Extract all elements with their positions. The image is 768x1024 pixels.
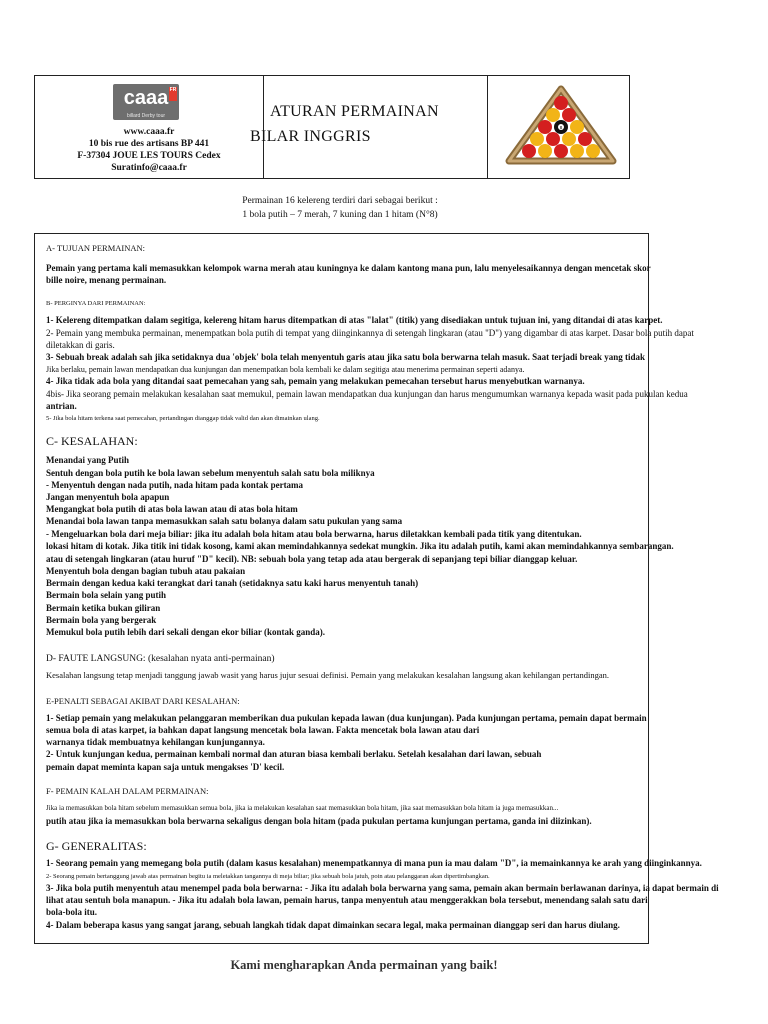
- rule-line: Memukul bola putih lebih dari sekali dengan ekor biliar (kontak ganda).: [46, 627, 325, 637]
- rule-line: Menandai yang Putih: [46, 455, 130, 465]
- address-block: [35, 126, 263, 174]
- rule-line: 2- Pemain yang membuka permainan, menempatkan bola putih di tempat yang diinginkannya di setengah lingkaran (atau "D") yang digambar di atas karpet. Dasar bola putih dapat: [46, 328, 694, 338]
- rule-line: 5- Jika bola hitam terkena saat pemecahan, pertandingan dianggap tidak valid dan akan dimainkan ulang.: [46, 415, 320, 422]
- rule-line: 1- Kelereng ditempatkan dalam segitiga, kelereng hitam harus ditempatkan di atas "lalat" (titik) yang disediakan untuk tujuan ini, yang ditandai di atas karpet.: [46, 315, 663, 325]
- street: 10 bis rue des artisans BP 441: [88, 139, 210, 149]
- rack-ball-number: 8: [559, 125, 563, 130]
- rule-line: Pemain yang pertama kali memasukkan kelompok warna merah atau kuningnya ke dalam kantong mana pun, lalu menyelesaikannya dengan mencetak skor: [46, 263, 651, 273]
- rule-line: bille noire, menang permainan.: [46, 275, 167, 285]
- rule-line: Jika berlaku, pemain lawan mendapatkan dua kunjungan dan menempatkan bola kembali ke dalam segitiga atau menerima permainan seperti adanya.: [46, 365, 525, 374]
- closing-message: Kami mengharapkan Anda permainan yang baik!: [230, 958, 498, 972]
- rule-line: 4- Jika tidak ada bola yang ditandai saat pemecahan yang sah, pemain yang melakukan pemecahan tersebut harus menyebutkan warnanya.: [46, 376, 585, 386]
- rule-line: 1- Setiap pemain yang melakukan pelanggaran memberikan dua pukulan kepada lawan (dua kunjungan). Pada kunjungan pertama, pemain dapat bermain: [46, 713, 647, 723]
- section-f-heading: F- PEMAIN KALAH DALAM PERMAINAN:: [46, 786, 209, 796]
- rule-line: semua bola di atas karpet, ia bahkan dapat langsung mencetak bola lawan. Fakta mencetak bola lawan atau dari: [46, 725, 480, 735]
- rule-line: Jangan menyentuh bola apapun: [46, 492, 170, 502]
- rule-line: 3- Sebuah break adalah sah jika setidaknya dua 'objek' bola telah menyentuh garis atau jika satu bola berwarna telah masuk. Saat terjadi break yang tidak: [46, 352, 646, 362]
- rule-line: 2- Untuk kunjungan kedua, permainan kembali normal dan aturan biasa kembali berlaku. Setelah kesalahan dari lawan, sebuah: [46, 749, 542, 759]
- section-c-heading: C- KESALAHAN:: [46, 434, 138, 448]
- rule-line: 4bis- Jika seorang pemain melakukan kesalahan saat memukul, pemain lawan mendapatkan dua kunjungan dan harus mengumumkan warnanya kepada wasit pada pukulan kedua: [46, 389, 688, 399]
- caaa-logo: [113, 84, 179, 120]
- rule-line: Bermain bola selain yang putih: [46, 590, 167, 600]
- rule-line: Jika ia memasukkan bola hitam sebelum memasukkan semua bola, jika ia melakukan kesalahan saat memasukkan bola hitam, jika saat memasukkan bola hitam ia juga memasukkan...: [46, 804, 559, 812]
- rule-line: Menandai bola lawan tanpa memasukkan salah satu bolanya dalam satu pukulan yang sama: [46, 516, 403, 526]
- billiard-rack-icon: [505, 83, 617, 171]
- website[interactable]: www.caaa.fr: [123, 127, 175, 137]
- section-b-heading: B- PERGINYA DARI PERMAINAN:: [46, 300, 146, 307]
- header-table: [34, 75, 630, 179]
- intro-line-1: Permainan 16 kelereng terdiri dari sebagai berikut :: [242, 196, 438, 206]
- rule-line: antrian.: [46, 401, 77, 411]
- rule-line: bola-bola itu.: [46, 907, 98, 917]
- rule-line: 3- Jika bola putih menyentuh atau menempel pada bola berwarna: - Jika itu adalah bola berwarna yang sama, pemain akan bermain berlawanan darinya, ia dapat bermain di: [46, 883, 719, 893]
- title-cell: [263, 76, 488, 178]
- ball-rack-image: [505, 83, 617, 176]
- logo-subtitle: billard Derby tour: [126, 113, 166, 119]
- section-a-heading: A- TUJUAN PERMAINAN:: [46, 243, 146, 253]
- rule-line: Menyentuh bola dengan bagian tubuh atau pakaian: [46, 566, 246, 576]
- section-g-heading: G- GENERALITAS:: [46, 839, 147, 853]
- section-d-heading: D- FAUTE LANGSUNG: (kesalahan nyata anti-permainan): [46, 654, 275, 664]
- rule-line: warnanya tidak membuatnya kehilangan kunjungannya.: [46, 737, 265, 747]
- rule-line: Bermain ketika bukan giliran: [46, 603, 161, 613]
- rule-line: Sentuh dengan bola putih ke bola lawan sebelum menyentuh salah satu bola miliknya: [46, 468, 375, 478]
- rule-line: lihat atau sentuh bola manapun. - Jika itu adalah bola lawan, pemain harus, tanpa menyentuh atau menggerakkan bola tersebut, menendang salah satu dari: [46, 895, 648, 905]
- rule-line: pemain dapat meminta kapan saja untuk mengakses 'D' kecil.: [46, 762, 285, 772]
- intro-line-2: 1 bola putih – 7 merah, 7 kuning dan 1 hitam (N°8): [242, 210, 438, 220]
- section-e-heading: E-PENALTI SEBAGAI AKIBAT DARI KESALAHAN:: [46, 696, 240, 706]
- city: F-37304 JOUE LES TOURS Cedex: [77, 151, 221, 161]
- rule-line: 1- Seorang pemain yang memegang bola putih (dalam kasus kesalahan) menempatkannya di mana pun ia mau dalam "D", ia memainkannya ke arah yang diinginkannya.: [46, 858, 702, 868]
- title-line-2: BILAR INGGRIS: [250, 128, 371, 145]
- rule-line: Bermain bola yang bergerak: [46, 615, 157, 625]
- rule-line: atau di setengah lingkaran (atau huruf "D" kecil). NB: sebuah bola yang tetap ada atau bergerak di sepanjang tepi biliar dianggap keluar.: [46, 554, 578, 564]
- logo-cell: [35, 76, 264, 178]
- logo-text: caaa: [123, 87, 169, 109]
- rule-line: - Mengeluarkan bola dari meja biliar: jika itu adalah bola hitam atau bola berwarna, harus diletakkan kembali pada titik yang ditentukan.: [46, 529, 582, 539]
- rule-line: 2- Seorang pemain bertanggung jawab atas permainan begitu ia meletakkan tangannya di meja biliar; jika sebuah bola jatuh, poin atau pelanggaran akan dipertimbangkan.: [46, 873, 490, 880]
- rule-line: Bermain dengan kedua kaki terangkat dari tanah (setidaknya satu kaki harus menyentuh tanah): [46, 578, 419, 588]
- title-line-1: ATURAN PERMAINAN: [270, 103, 439, 120]
- rule-line: Kesalahan langsung tetap menjadi tanggung jawab wasit yang harus jujur sesuai definisi. Pemain yang melakukan kesalahan langsung akan kehilangan pertandingan.: [46, 670, 609, 680]
- rule-line: - Menyentuh dengan nada putih, nada hitam pada kontak pertama: [46, 480, 304, 490]
- logo-badge: FR: [169, 87, 177, 101]
- rule-line: lokasi hitam di kotak. Jika titik ini tidak kosong, kami akan memindahkannya sedekat mungkin. Jika itu adalah putih, kami akan memindahkannya sembarangan.: [46, 541, 674, 551]
- email[interactable]: Suratinfo@caaa.fr: [111, 163, 187, 173]
- rule-line: Mengangkat bola putih di atas bola lawan atau di atas bola hitam: [46, 504, 298, 514]
- rule-line: putih atau jika ia memasukkan bola berwarna sekaligus dengan bola hitam (pada pukulan pertama kunjungan pertama, ganda ini diizinkan).: [46, 816, 592, 826]
- rule-line: 4- Dalam beberapa kasus yang sangat jarang, sebuah langkah tidak dapat dimainkan secara legal, maka permainan dianggap seri dan harus diulang.: [46, 920, 620, 930]
- rule-line: diletakkan di garis.: [46, 340, 115, 350]
